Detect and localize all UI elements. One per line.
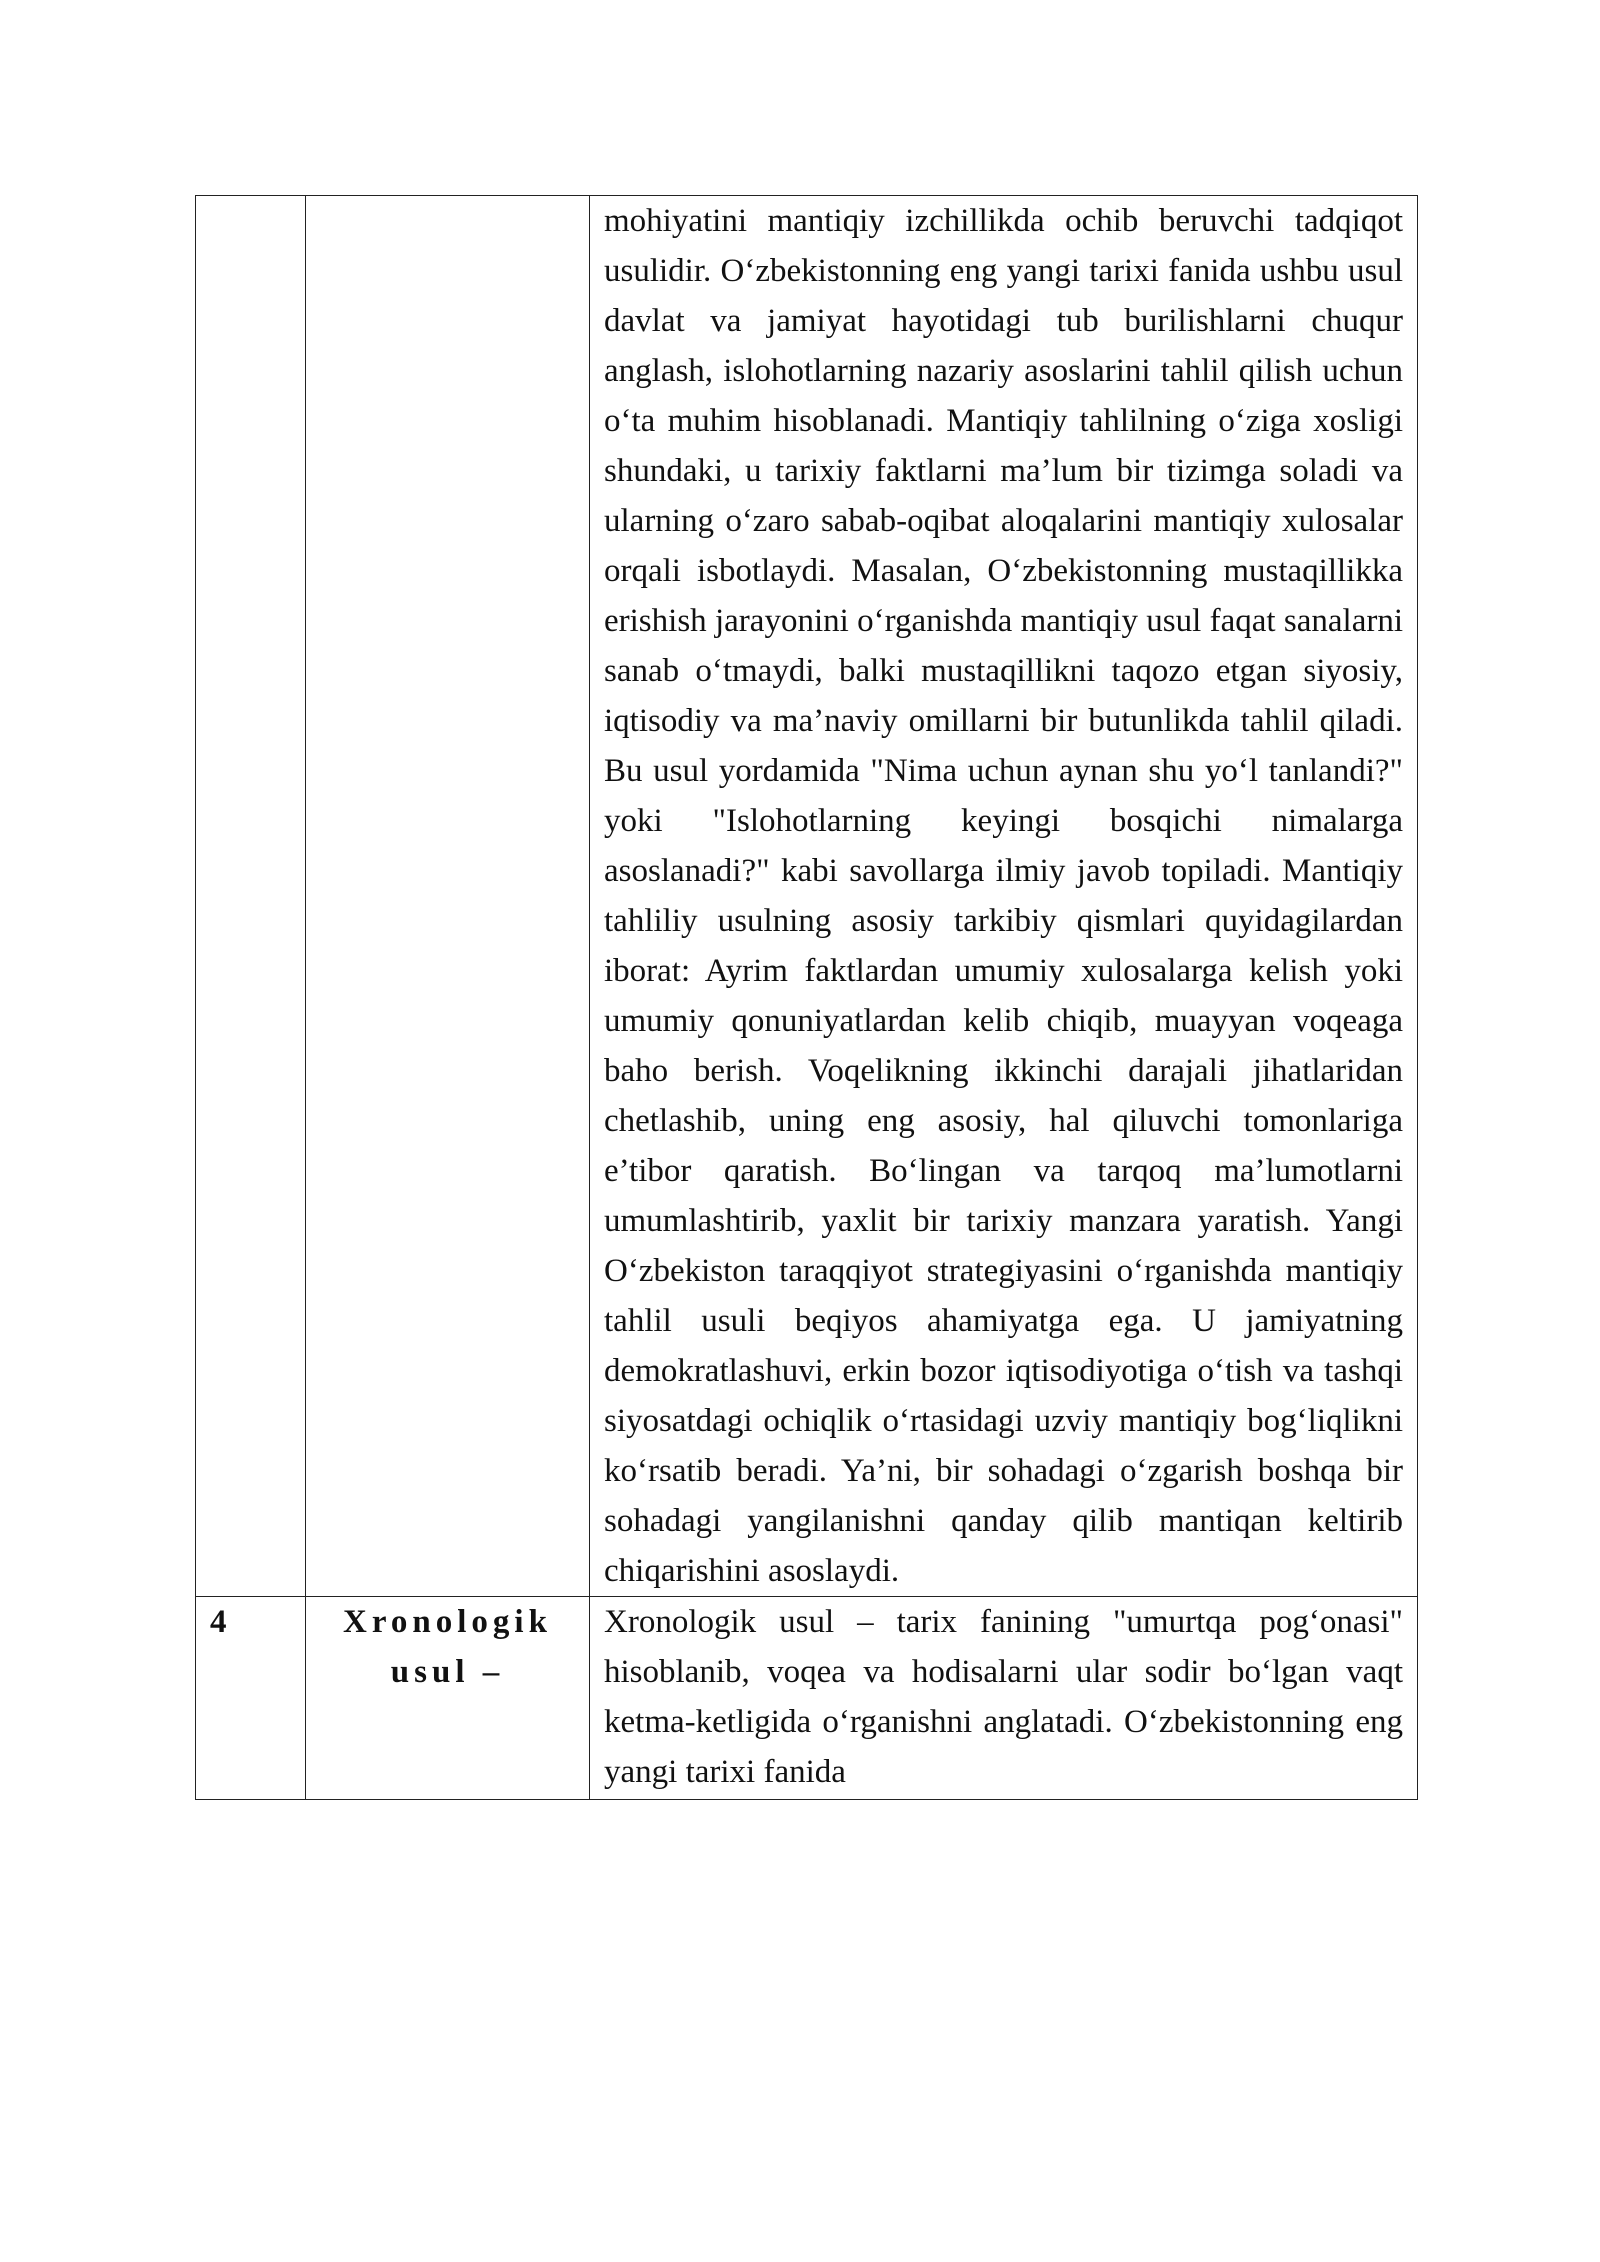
method-name-cell bbox=[306, 196, 590, 1597]
methods-table bbox=[195, 195, 1418, 1800]
row-number-cell bbox=[196, 196, 306, 1597]
method-description-cell: mohiyatini mantiqiy izchillikda ochib beruvchi tadqiqot usulidir. O‘zbekistonning eng yangi tarixi fanida ushbu usul davlat va jamiyat hayotidagi tub burilishlarni chuqur anglash, islohotlarning nazariy asoslarini tahlil qilish uchun o‘ta muhim hisoblanadi. Mantiqiy tahlilning o‘ziga xosligi shundaki, u tarixiy faktlarni ma’lum bir tizimga soladi va ularning o‘zaro sabab-oqibat aloqalarini mantiqiy xulosalar orqali isbotlaydi. Masalan, O‘zbekistonning mustaqillikka erishish jarayonini o‘rganishda mantiqiy usul faqat sanalarni sanab o‘tmaydi, balki mustaqillikni taqozo etgan siyosiy, iqtisodiy va ma’naviy omillarni bir butunlikda tahlil qiladi. Bu usul yordamida "Nima uchun aynan shu yo‘l tanlandi?" yoki "Islohotlarning keyingi bosqichi nimalarga asoslanadi?" kabi savollarga ilmiy javob topiladi. Mantiqiy tahliliy usulning asosiy tarkibiy qismlari quyidagilardan iborat: Ayrim faktlardan umumiy xulosalarga kelish yoki umumiy qonuniyatlardan kelib chiqib, muayyan voqeaga baho berish. Voqelikning ikkinchi darajali jihatlaridan chetlashib, uning eng asosiy, hal qiluvchi tomonlariga e’tibor qaratish. Bo‘lingan va tarqoq ma’lumotlarni umumlashtirib, yaxlit bir tarixiy manzara yaratish. Yangi O‘zbekiston taraqqiyot strategiyasini o‘rganishda mantiqiy tahlil usuli beqiyos ahamiyatga ega. U jamiyatning demokratlashuvi, erkin bozor iqtisodiyotiga o‘tish va tashqi siyosatdagi ochiqlik o‘rtasidagi uzviy mantiqiy bog‘liqlikni ko‘rsatib beradi. Ya’ni, bir sohadagi o‘zgarish boshqa bir sohadagi yangilanishni qanday qilib mantiqan keltirib chiqarishini asoslaydi. bbox=[590, 196, 1418, 1597]
table-row bbox=[196, 1597, 1418, 1800]
table-row bbox=[196, 196, 1418, 1597]
row-number-cell: 4 bbox=[196, 1597, 306, 1800]
method-description-cell: Xronologik usul – tarix fanining "umurtqa pog‘onasi" hisoblanib, voqea va hodisalarni ular sodir bo‘lgan vaqt ketma-ketligida o‘rganishni anglatadi. O‘zbekistonning eng yangi tarixi fanida bbox=[590, 1597, 1418, 1800]
method-name-cell: Xronologik usul – bbox=[306, 1597, 590, 1800]
